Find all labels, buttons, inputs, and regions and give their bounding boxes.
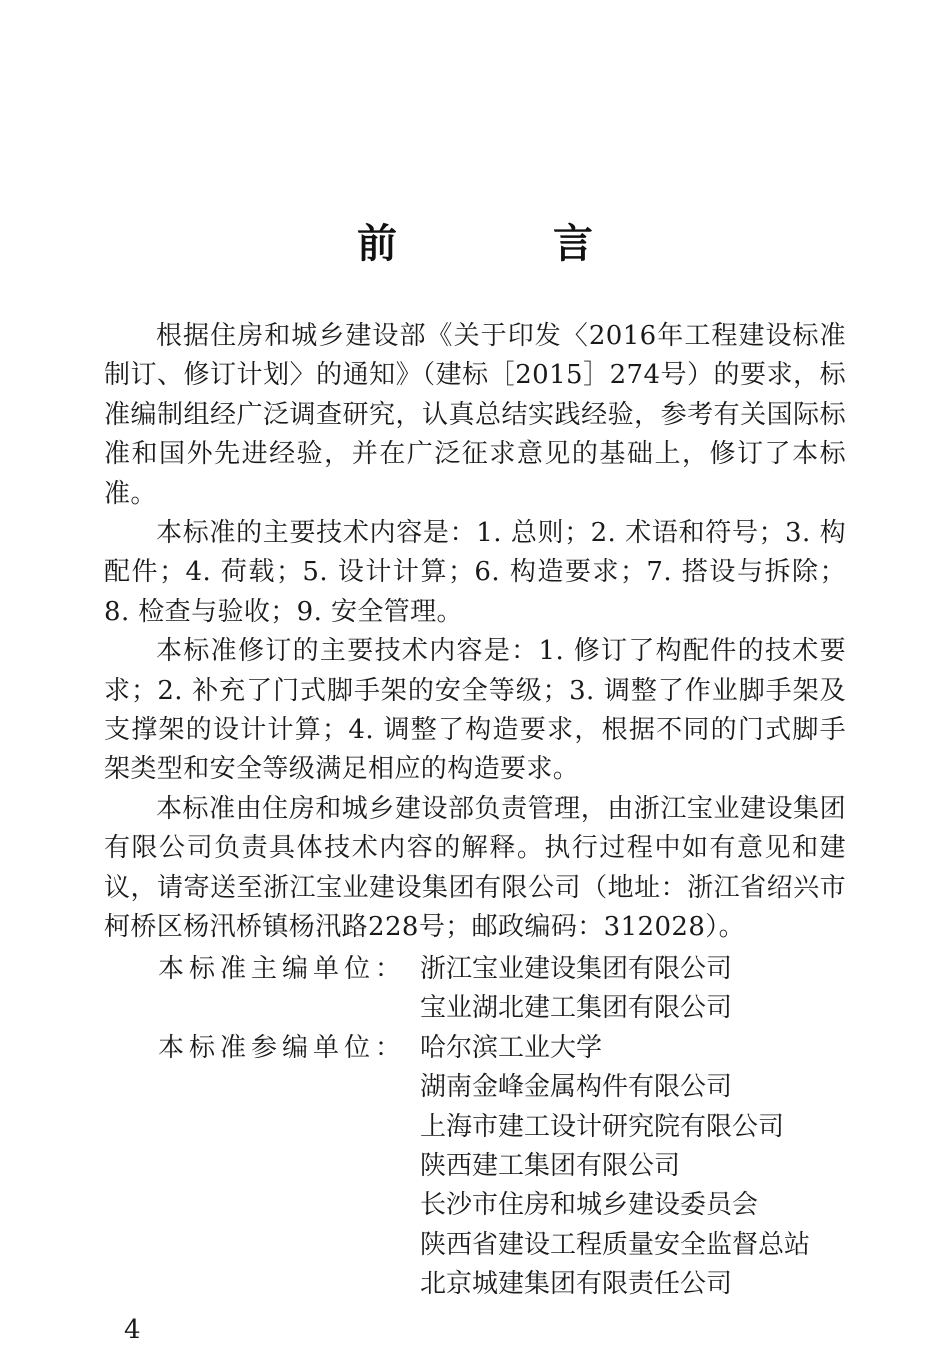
chief-units-row — [158, 950, 848, 1029]
page-title: 前 言 — [357, 221, 651, 267]
unit-name: 哈尔滨工业大学 — [420, 1032, 603, 1063]
paragraph-main-contents: 本标准的主要技术内容是：1. 总则；2. 术语和符号；3. 构配件；4. 荷载；5. 设计计算；6. 构造要求；7. 搭设与拆除；8. 检查与验收；9. 安全管理。 — [104, 518, 846, 627]
page-number: 4 — [124, 1315, 141, 1345]
chief-units-label: 本标准主编单位： — [158, 954, 407, 984]
unit-name: 陕西省建设工程质量安全监督总站 — [420, 1229, 811, 1260]
paragraph-revision-contents: 本标准修订的主要技术内容是：1. 修订了构配件的技术要求；2. 补充了门式脚手架的安全等级；3. 调整了作业脚手架及支撑架的设计计算；4. 调整了构造要求，根据不同的门式脚手架类型和安全等级满足相应的构造要求。 — [104, 636, 846, 785]
participating-units-label: 本标准参编单位： — [158, 1032, 407, 1063]
unit-name: 浙江宝业建设集团有限公司 — [420, 954, 733, 984]
unit-name: 宝业湖北建工集团有限公司 — [420, 993, 733, 1024]
participating-units-row — [158, 1029, 848, 1305]
paragraph-management: 本标准由住房和城乡建设部负责管理，由浙江宝业建设集团有限公司负责具体技术内容的解释。执行过程中如有意见和建议，请寄送至浙江宝业建设集团有限公司（地址：浙江省绍兴市柯桥区杨汛桥镇杨汛路228号；邮政编码：312028）。 — [104, 793, 846, 943]
paragraph-basis: 根据住房和城乡建设部《关于印发〈2016年工程建设标准制订、修订计划〉的通知》（建标［2015］274号）的要求，标准编制组经广泛调查研究，认真总结实践经验，参考有关国际标准和国外先进经验，并在广泛征求意见的基础上，修订了本标准。 — [104, 321, 846, 509]
foreword-body — [104, 317, 846, 948]
chief-units-list — [420, 950, 848, 1029]
units-section — [158, 950, 848, 1305]
unit-name: 湖南金峰金属构件有限公司 — [420, 1072, 733, 1103]
unit-name: 陕西建工集团有限公司 — [420, 1151, 681, 1182]
unit-name: 上海市建工设计研究院有限公司 — [420, 1111, 785, 1142]
participating-units-list — [420, 1029, 848, 1305]
unit-name: 长沙市住房和城乡建设委员会 — [420, 1190, 759, 1221]
unit-name: 北京城建集团有限责任公司 — [420, 1269, 733, 1300]
